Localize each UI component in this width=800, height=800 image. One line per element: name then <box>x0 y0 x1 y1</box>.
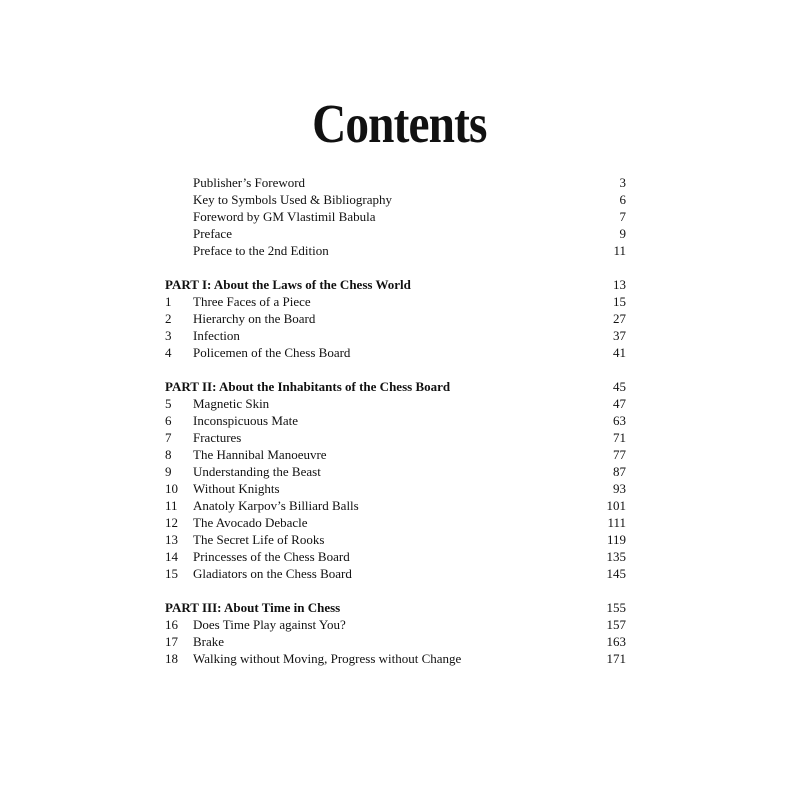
chapter-title: Understanding the Beast <box>193 464 321 479</box>
table-of-contents <box>165 174 626 667</box>
toc-entry-foreword-gm[interactable] <box>165 208 626 225</box>
chapter-number: 1 <box>165 294 172 309</box>
chapter-number: 16 <box>165 617 178 632</box>
toc-chapter-entry[interactable] <box>165 480 626 497</box>
chapter-page: 157 <box>606 617 626 632</box>
toc-chapter-entry[interactable] <box>165 531 626 548</box>
chapter-page: 119 <box>606 532 626 547</box>
chapter-page: 41 <box>613 345 626 360</box>
chapter-title: Walking without Moving, Progress without Change <box>193 651 462 666</box>
entry-label: Key to Symbols Used & Bibliography <box>193 192 392 207</box>
toc-entry-key-to-symbols[interactable] <box>165 191 626 208</box>
toc-chapter-entry[interactable] <box>165 514 626 531</box>
chapter-page: 63 <box>613 413 626 428</box>
chapter-page: 163 <box>606 634 626 649</box>
chapter-title: Princesses of the Chess Board <box>193 549 350 564</box>
toc-chapter-entry[interactable] <box>165 310 626 327</box>
toc-chapter-entry[interactable] <box>165 633 626 650</box>
toc-part-heading[interactable] <box>165 599 626 616</box>
toc-chapter-entry[interactable] <box>165 565 626 582</box>
chapter-page: 27 <box>613 311 626 326</box>
toc-chapter-entry[interactable] <box>165 395 626 412</box>
section-spacer <box>165 582 626 599</box>
toc-entry-preface-2nd-edition[interactable] <box>165 242 626 259</box>
chapter-title: Policemen of the Chess Board <box>193 345 351 360</box>
entry-page: 7 <box>619 209 626 224</box>
chapter-title: Brake <box>193 634 225 649</box>
entry-page: 6 <box>619 192 626 207</box>
chapter-number: 11 <box>165 498 178 513</box>
chapter-page: 15 <box>613 294 626 309</box>
toc-chapter-entry[interactable] <box>165 344 626 361</box>
chapter-number: 6 <box>165 413 172 428</box>
chapter-page: 87 <box>613 464 626 479</box>
toc-chapter-entry[interactable] <box>165 650 626 667</box>
chapter-number: 15 <box>165 566 178 581</box>
toc-chapter-entry[interactable] <box>165 616 626 633</box>
chapter-title: Does Time Play against You? <box>193 617 346 632</box>
chapter-number: 8 <box>165 447 172 462</box>
entry-page: 11 <box>613 243 626 258</box>
chapter-number: 7 <box>165 430 172 445</box>
chapter-number: 5 <box>165 396 172 411</box>
chapter-page: 145 <box>606 566 626 581</box>
toc-chapter-entry[interactable] <box>165 412 626 429</box>
toc-part-heading[interactable] <box>165 378 626 395</box>
chapter-number: 17 <box>165 634 178 649</box>
entry-label: Preface <box>193 226 232 241</box>
chapter-title: The Hannibal Manoeuvre <box>193 447 327 462</box>
chapter-title: Fractures <box>193 430 242 445</box>
section-spacer <box>165 259 626 276</box>
chapter-number: 18 <box>165 651 178 666</box>
toc-chapter-entry[interactable] <box>165 548 626 565</box>
chapter-title: The Secret Life of Rooks <box>193 532 325 547</box>
chapter-page: 101 <box>606 498 626 513</box>
chapter-number: 9 <box>165 464 172 479</box>
part-page: 155 <box>606 600 626 615</box>
toc-part-heading[interactable] <box>165 276 626 293</box>
toc-chapter-entry[interactable] <box>165 446 626 463</box>
chapter-page: 93 <box>613 481 626 496</box>
part-title: PART III: About Time in Chess <box>165 600 341 615</box>
section-spacer <box>165 361 626 378</box>
part-title: PART I: About the Laws of the Chess World <box>165 277 411 292</box>
part-title: PART II: About the Inhabitants of the Chess Board <box>165 379 451 394</box>
entry-page: 9 <box>619 226 626 241</box>
chapter-title: Without Knights <box>193 481 280 496</box>
toc-entry-preface[interactable] <box>165 225 626 242</box>
chapter-page: 111 <box>607 515 626 530</box>
chapter-title: Hierarchy on the Board <box>193 311 316 326</box>
chapter-number: 12 <box>165 515 178 530</box>
entry-label: Publisher’s Foreword <box>193 175 306 190</box>
chapter-number: 10 <box>165 481 178 496</box>
page-title: Contents <box>312 92 487 154</box>
toc-chapter-entry[interactable] <box>165 497 626 514</box>
chapter-number: 14 <box>165 549 178 564</box>
part-page: 13 <box>613 277 626 292</box>
chapter-page: 77 <box>613 447 626 462</box>
entry-page: 3 <box>619 175 626 190</box>
chapter-title: Anatoly Karpov’s Billiard Balls <box>193 498 359 513</box>
chapter-page: 47 <box>613 396 626 411</box>
toc-chapter-entry[interactable] <box>165 429 626 446</box>
chapter-number: 2 <box>165 311 172 326</box>
chapter-page: 135 <box>606 549 626 564</box>
chapter-page: 171 <box>606 651 626 666</box>
chapter-title: Three Faces of a Piece <box>193 294 311 309</box>
chapter-title: Gladiators on the Chess Board <box>193 566 352 581</box>
chapter-title: The Avocado Debacle <box>193 515 308 530</box>
chapter-number: 3 <box>165 328 172 343</box>
toc-chapter-entry[interactable] <box>165 293 626 310</box>
entry-label: Preface to the 2nd Edition <box>193 243 329 258</box>
chapter-title: Infection <box>193 328 240 343</box>
toc-chapter-entry[interactable] <box>165 327 626 344</box>
chapter-number: 13 <box>165 532 178 547</box>
chapter-title: Inconspicuous Mate <box>193 413 299 428</box>
chapter-title: Magnetic Skin <box>193 396 270 411</box>
part-page: 45 <box>613 379 626 394</box>
toc-chapter-entry[interactable] <box>165 463 626 480</box>
entry-label: Foreword by GM Vlastimil Babula <box>193 209 376 224</box>
chapter-page: 71 <box>613 430 626 445</box>
chapter-page: 37 <box>613 328 626 343</box>
toc-entry-publishers-foreword[interactable] <box>165 174 626 191</box>
chapter-number: 4 <box>165 345 172 360</box>
